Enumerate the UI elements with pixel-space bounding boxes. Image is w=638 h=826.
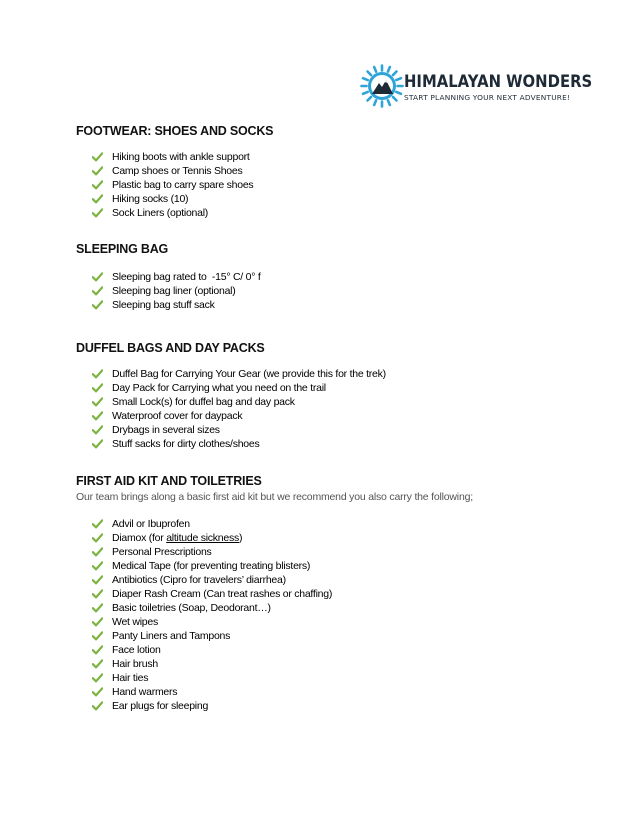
sun-ray	[393, 72, 397, 76]
list-item-text: Hair ties	[112, 672, 149, 684]
list-item	[76, 150, 576, 164]
list-item	[76, 657, 576, 671]
list-item-text: Waterproof cover for daypack	[112, 410, 243, 422]
check-icon	[92, 439, 103, 449]
check-icon	[92, 152, 103, 162]
list-item-text: Hair brush	[112, 658, 158, 670]
check-icon	[92, 547, 103, 557]
list-item-text: Diaper Rash Cream (Can treat rashes or chaffing)	[112, 588, 333, 600]
list-item	[76, 629, 576, 643]
list-item	[76, 437, 576, 451]
list-item	[76, 573, 576, 587]
sun-ray	[388, 67, 390, 72]
sun-ray	[368, 72, 372, 76]
list-item-text: Duffel Bag for Carrying Your Gear (we provide this for the trek)	[112, 368, 386, 380]
item-suffix: )	[238, 532, 243, 544]
sun-ray	[374, 100, 376, 105]
check-icon	[92, 575, 103, 585]
check-icon	[92, 603, 103, 613]
section-first-aid	[76, 474, 576, 713]
list-item-text: Panty Liners and Tampons	[112, 630, 231, 642]
list-item	[76, 517, 576, 531]
check-icon	[92, 300, 103, 310]
list-item	[76, 545, 576, 559]
list-item	[76, 531, 576, 545]
list-item-text: Hiking boots with ankle support	[112, 151, 250, 163]
sun-ray	[393, 97, 397, 101]
list-item	[76, 559, 576, 573]
check-icon	[92, 687, 103, 697]
list-item-text: Medical Tape (for preventing treating blisters)	[112, 560, 311, 572]
list-item	[76, 367, 576, 381]
checklist	[76, 150, 576, 220]
logo-title: HIMALAYAN WONDERS	[404, 72, 593, 91]
list-item	[76, 699, 576, 713]
item-prefix: Diamox (for	[112, 532, 167, 544]
check-icon	[92, 272, 103, 282]
list-item-text	[112, 532, 242, 544]
section-title: FOOTWEAR: SHOES AND SOCKS	[76, 124, 274, 138]
check-icon	[92, 411, 103, 421]
check-icon	[92, 645, 103, 655]
list-item	[76, 284, 576, 298]
list-item	[76, 206, 576, 220]
list-item	[76, 192, 576, 206]
sun-ray	[363, 92, 368, 94]
list-item-text: Ear plugs for sleeping	[112, 700, 209, 712]
list-item-text: Small Lock(s) for duffel bag and day pack	[112, 396, 295, 408]
check-icon	[92, 383, 103, 393]
list-item	[76, 409, 576, 423]
list-item	[76, 178, 576, 192]
check-icon	[92, 701, 103, 711]
check-icon	[92, 425, 103, 435]
check-icon	[92, 673, 103, 683]
list-item	[76, 671, 576, 685]
check-icon	[92, 180, 103, 190]
list-item	[76, 685, 576, 699]
section-title: FIRST AID KIT AND TOILETRIES	[76, 474, 262, 488]
list-item-text: Hiking socks (10)	[112, 193, 189, 205]
list-item	[76, 381, 576, 395]
list-item-text: Face lotion	[112, 644, 161, 656]
brand-logo	[360, 64, 593, 106]
section-subtitle: Our team brings along a basic first aid kit but we recommend you also carry the following;	[76, 491, 473, 503]
sun-ray	[396, 78, 401, 80]
altitude-sickness-link[interactable]: altitude sickness	[166, 532, 239, 544]
list-item-text: Stuff sacks for dirty clothes/shoes	[112, 438, 260, 450]
sun-ray	[368, 97, 372, 101]
list-item-text: Antibiotics (Cipro for travelers’ diarrhea)	[112, 574, 286, 586]
sun-ray	[388, 100, 390, 105]
section-sleeping-bag	[76, 242, 576, 312]
list-item	[76, 395, 576, 409]
list-item-text: Camp shoes or Tennis Shoes	[112, 165, 243, 177]
list-item	[76, 298, 576, 312]
list-item	[76, 601, 576, 615]
list-item	[76, 615, 576, 629]
list-item	[76, 643, 576, 657]
check-icon	[92, 659, 103, 669]
check-icon	[92, 166, 103, 176]
check-icon	[92, 519, 103, 529]
sun-ray	[374, 67, 376, 72]
list-item	[76, 270, 576, 284]
sun-ray	[363, 78, 368, 80]
check-icon	[92, 561, 103, 571]
list-item-text: Wet wipes	[112, 616, 158, 628]
list-item-text: Sleeping bag liner (optional)	[112, 285, 236, 297]
check-icon	[92, 589, 103, 599]
list-item-text: Plastic bag to carry spare shoes	[112, 179, 254, 191]
list-item-text: Sleeping bag rated to -15° C/ 0° f	[112, 271, 261, 283]
list-item-text: Drybags in several sizes	[112, 424, 220, 436]
list-item	[76, 164, 576, 178]
list-item	[76, 423, 576, 437]
section-title: DUFFEL BAGS AND DAY PACKS	[76, 341, 265, 355]
section-footwear	[76, 124, 576, 220]
check-icon	[92, 194, 103, 204]
checklist	[76, 270, 576, 312]
list-item	[76, 587, 576, 601]
list-item-text: Hand warmers	[112, 686, 178, 698]
sun-mountain-logo-icon	[360, 64, 404, 108]
list-item-text: Sock Liners (optional)	[112, 207, 209, 219]
list-item-text: Advil or Ibuprofen	[112, 518, 190, 530]
section-duffel-bags	[76, 341, 576, 451]
check-icon	[92, 369, 103, 379]
checklist	[76, 367, 576, 451]
list-item-text: Basic toiletries (Soap, Deodorant…)	[112, 602, 271, 614]
list-item-text: Day Pack for Carrying what you need on the trail	[112, 382, 326, 394]
check-icon	[92, 617, 103, 627]
check-icon	[92, 286, 103, 296]
check-icon	[92, 533, 103, 543]
list-item-text: Personal Prescriptions	[112, 546, 212, 558]
section-title: SLEEPING BAG	[76, 242, 169, 256]
check-icon	[92, 397, 103, 407]
check-icon	[92, 631, 103, 641]
sun-ray	[396, 92, 401, 94]
logo-tagline: START PLANNING YOUR NEXT ADVENTURE!	[404, 93, 571, 102]
checklist	[76, 517, 576, 713]
list-item-text: Sleeping bag stuff sack	[112, 299, 215, 311]
check-icon	[92, 208, 103, 218]
